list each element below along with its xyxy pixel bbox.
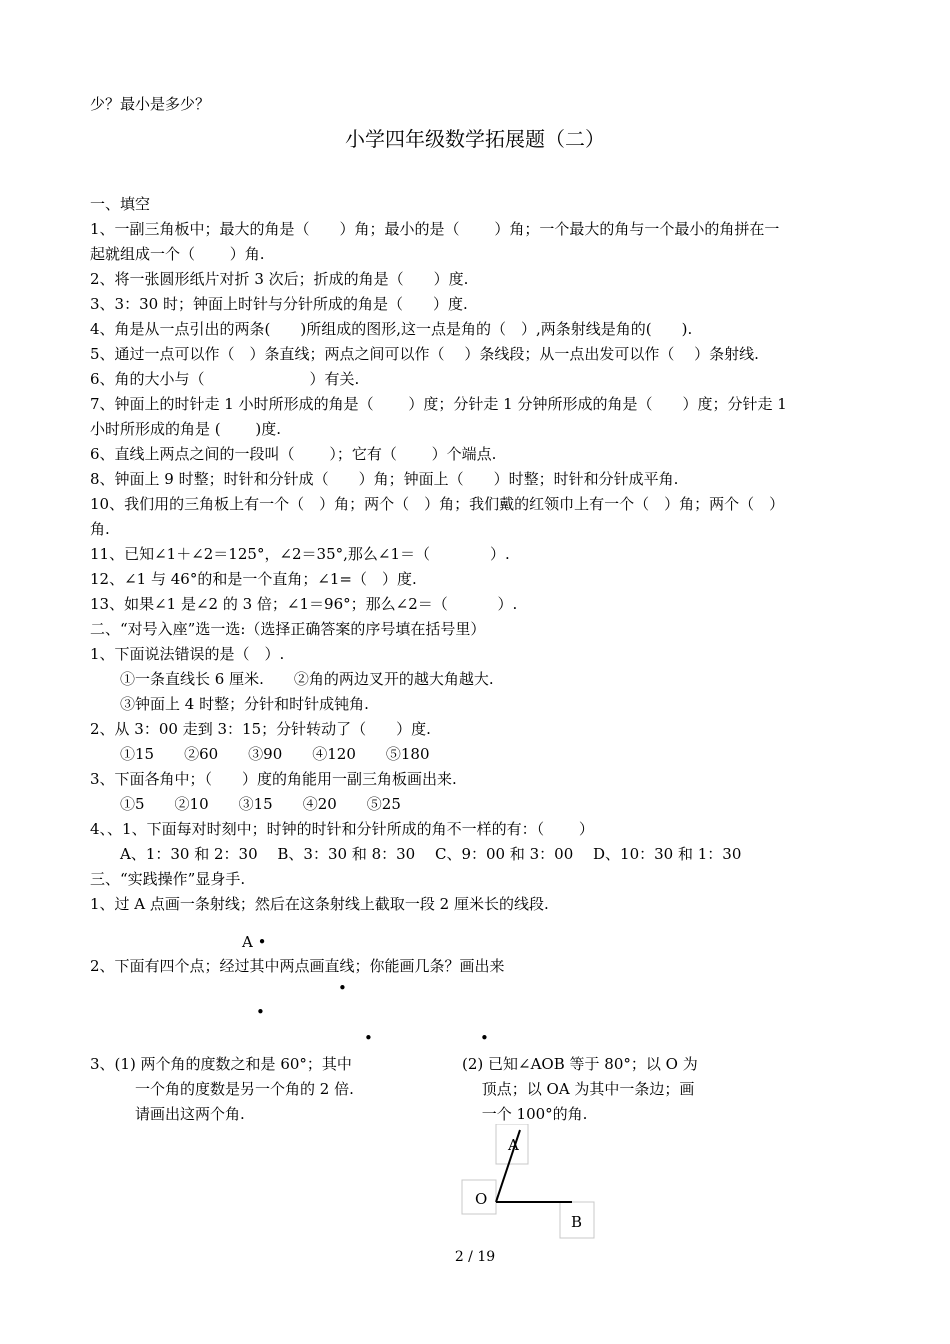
question-line: 1、过 A 点画一条射线；然后在这条射线上截取一段 2 厘米长的线段. (90, 895, 549, 913)
question-line: 3、(1) 两个角的度数之和是 60°；其中 (90, 1055, 352, 1073)
question-line: 2、下面有四个点；经过其中两点画直线；你能画几条？画出来 (90, 957, 505, 975)
question-line: 8、钟面上 9 时整；时针和分针成（ ）角；钟面上（ ）时整；时针和分针成平角. (90, 470, 679, 488)
question-line: 3、3：30 时；钟面上时针与分针所成的角是（ ）度. (90, 295, 468, 313)
option-line: A、1：30 和 2：30 B、3：30 和 8：30 C、9：00 和 3：00 D、10：30 和 1：30 (90, 845, 742, 863)
page-title: 小学四年级数学拓展题（二） (345, 127, 605, 151)
question-line: 顶点；以 OA 为其中一条边；画 (462, 1080, 695, 1098)
section-heading: 一、填空 (90, 195, 151, 213)
point-dot: • (338, 979, 347, 997)
point-dot: • (256, 1003, 265, 1021)
question-line: 6、角的大小与（ ）有关. (90, 370, 360, 388)
question-line: 12、∠1 与 46°的和是一个直角；∠1=（ ）度. (90, 570, 417, 588)
question-line: 5、通过一点可以作（ ）条直线；两点之间可以作（ ）条线段；从一点出发可以作（ ）条射线. (90, 345, 759, 363)
question-line: 2、将一张圆形纸片对折 3 次后；折成的角是（ ）度. (90, 270, 469, 288)
question-line: 起就组成一个（ ）角. (90, 245, 265, 263)
question-line: 请画出这两个角. (90, 1105, 245, 1123)
question-line: 一个 100°的角. (462, 1105, 588, 1123)
label-b: B (571, 1213, 583, 1231)
section-heading: 二、“对号入座”选一选:（选择正确答案的序号填在括号里） (90, 620, 486, 638)
question-line: 11、已知∠1＋∠2＝125°，∠2＝35°,那么∠1＝（ ）. (90, 545, 510, 563)
question-line: (2) 已知∠AOB 等于 80°；以 O 为 (462, 1055, 698, 1073)
question-line: 7、钟面上的时针走 1 小时所形成的角是（ ）度；分针走 1 分钟所形成的角是（ ）度；分针走 1 (90, 395, 787, 413)
section-heading: 三、“实践操作”显身手. (90, 870, 246, 888)
question-line: 13、如果∠1 是∠2 的 3 倍；∠1＝96°；那么∠2＝（ ）. (90, 595, 518, 613)
question-line: 1、下面说法错误的是（ ）. (90, 645, 285, 663)
question-line: 3、下面各角中；（ ）度的角能用一副三角板画出来. (90, 770, 457, 788)
label-o: O (475, 1190, 488, 1208)
page-number: 2 / 19 (454, 1249, 496, 1265)
question-line: 4、、1、下面每对时刻中；时钟的时针和分针所成的角不一样的有：（ ） (90, 820, 594, 838)
option-line: ③钟面上 4 时整；分针和时针成钝角. (90, 695, 369, 713)
question-line: 小时所形成的角是 ( )度. (90, 420, 282, 438)
angle-aob-diagram (460, 1124, 600, 1240)
point-dot: • (364, 1029, 373, 1047)
question-line: 角. (90, 520, 110, 538)
question-line: 6、直线上两点之间的一段叫（ ）；它有（ ）个端点. (90, 445, 497, 463)
point-dot: • (480, 1029, 489, 1047)
option-line: ①5 ②10 ③15 ④20 ⑤25 (90, 795, 401, 813)
top-fragment: 少？最小是多少？ (90, 95, 211, 113)
option-line: ①一条直线长 6 厘米. ②角的两边叉开的越大角越大. (90, 670, 494, 688)
question-line: 4、角是从一点引出的两条( )所组成的图形,这一点是角的（ ）,两条射线是角的( ). (90, 320, 693, 338)
option-line: ①15 ②60 ③90 ④120 ⑤180 (90, 745, 430, 763)
question-line: 10、我们用的三角板上有一个（ ）角；两个（ ）角；我们戴的红领巾上有一个（ ）角；两个（ ） (90, 495, 785, 513)
point-a: A • (242, 933, 267, 951)
question-line: 2、从 3：00 走到 3：15；分针转动了（ ）度. (90, 720, 431, 738)
question-line: 一个角的度数是另一个角的 2 倍. (90, 1080, 354, 1098)
label-a: A (508, 1136, 519, 1154)
question-line: 1、一副三角板中；最大的角是（ ）角；最小的是（ ）角；一个最大的角与一个最小的角拼在一 (90, 220, 780, 238)
